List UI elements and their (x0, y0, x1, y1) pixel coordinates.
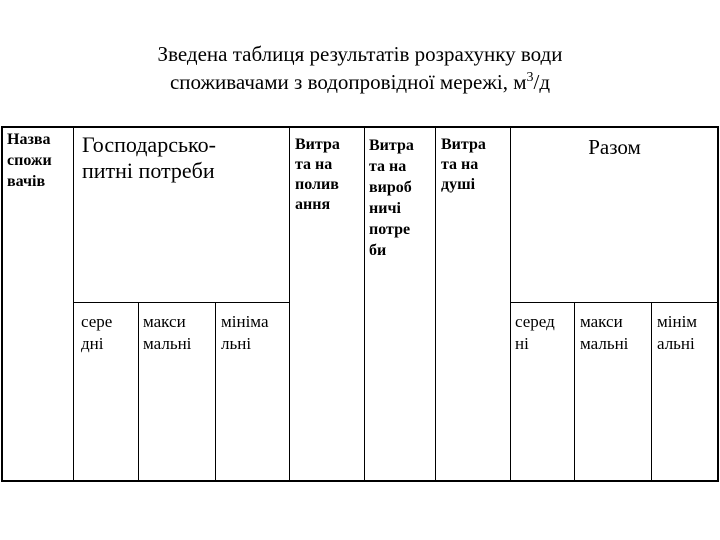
irrigation-header-line: Витра (295, 136, 340, 153)
summary-table (1, 126, 719, 482)
grid-hline-domestic (73, 302, 289, 303)
grid-vline-6 (435, 128, 436, 480)
production-header-line: Витра (369, 137, 414, 154)
title-line-2-main: споживачами з водопровідної мережі, м (169, 70, 527, 94)
consumers-header (7, 129, 52, 192)
consumers-header-line: Назва (7, 131, 51, 148)
domestic-header-line: питні потреби (82, 158, 215, 183)
grid-vline-8 (574, 302, 575, 480)
production-header (369, 135, 414, 261)
total-max-header (580, 311, 628, 355)
domestic-min-line: льні (221, 334, 252, 353)
production-header-line: потре (369, 221, 411, 238)
grid-vline-4 (289, 128, 290, 480)
domestic-needs-header (82, 132, 216, 184)
grid-vline-1 (73, 128, 74, 480)
title-line-2-tail: /д (533, 70, 551, 94)
domestic-min-header (221, 311, 269, 355)
total-avg-line: ні (515, 334, 529, 353)
domestic-max-line: мальні (143, 334, 192, 353)
domestic-avg-line: дні (81, 334, 104, 353)
total-max-line: макси (580, 312, 623, 331)
irrigation-header-line: ання (295, 196, 331, 213)
production-header-line: та на (369, 158, 407, 175)
grid-vline-9 (651, 302, 652, 480)
total-min-line: альні (657, 334, 695, 353)
domestic-max-line: макси (143, 312, 186, 331)
irrigation-header-line: полив (295, 176, 339, 193)
grid-vline-5 (364, 128, 365, 480)
shower-header-line: душі (441, 176, 476, 193)
total-min-line: мінім (657, 312, 698, 331)
table-title (0, 40, 720, 96)
shower-header (441, 135, 486, 195)
domestic-avg-header (81, 311, 112, 355)
title-unit-superscript: 3 (526, 70, 534, 85)
total-avg-line: серед (515, 312, 555, 331)
domestic-max-header (143, 311, 191, 355)
irrigation-header-line: та на (295, 156, 333, 173)
title-line-2 (0, 68, 720, 96)
consumers-header-line: спожи (7, 152, 52, 169)
grid-vline-7 (510, 128, 511, 480)
shower-header-line: та на (441, 156, 479, 173)
grid-hline-total (510, 302, 719, 303)
total-max-line: мальні (580, 334, 629, 353)
grid-vline-2 (138, 302, 139, 480)
domestic-avg-line: сере (81, 312, 113, 331)
irrigation-header (295, 135, 340, 215)
domestic-header-line: Господарсько- (82, 132, 216, 157)
title-line-1: Зведена таблиця результатів розрахунку води (157, 42, 563, 66)
domestic-min-line: мініма (221, 312, 269, 331)
production-header-line: би (369, 242, 387, 259)
total-min-header (657, 311, 697, 355)
total-avg-header (515, 311, 555, 355)
shower-header-line: Витра (441, 136, 486, 153)
production-header-line: вироб (369, 179, 412, 196)
grid-vline-3 (215, 302, 216, 480)
total-header: Разом (588, 135, 641, 159)
production-header-line: ничі (369, 200, 401, 217)
consumers-header-line: вачів (7, 173, 46, 190)
